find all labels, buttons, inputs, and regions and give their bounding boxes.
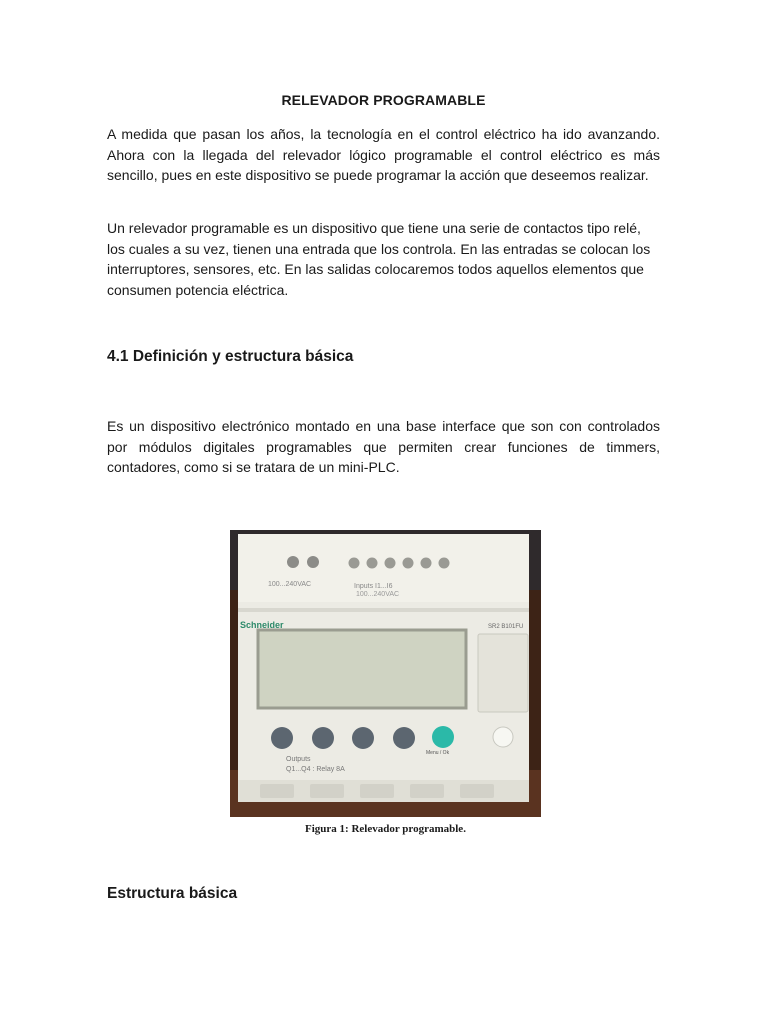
document-title: RELEVADOR PROGRAMABLE xyxy=(281,92,486,108)
paragraph-description: Es un dispositivo electrónico montado en una base interface que son con controlados por módulos digitales programables que permiten crear funciones de timmers, contadores, como si se tratara de un mini-PLC. xyxy=(107,418,660,475)
lcd-screen xyxy=(258,630,466,708)
paragraph-intro: A medida que pasan los años, la tecnología en el control eléctrico ha ido avanzando. Ahora con la llegada del relevador lógico programable el control eléctrico es más sencillo, pues en este dispositivo se puede programar la acción que deseemos realizar. xyxy=(107,126,660,183)
inputs-voltage-label: 100...240VAC xyxy=(356,591,400,598)
bottom-terminals xyxy=(238,780,529,802)
subsection-heading: Estructura básica xyxy=(107,885,238,902)
section-heading: 4.1 Definición y estructura básica xyxy=(107,348,354,365)
power-label: 100...240VAC xyxy=(268,581,312,588)
outputs-label: Outputs xyxy=(286,756,311,763)
figure-caption: Figura 1: Relevador programable. xyxy=(305,823,466,835)
side-cover xyxy=(478,634,528,712)
relay-device-photo xyxy=(230,530,541,817)
model-label: SR2 B101FU xyxy=(488,624,524,630)
relay-label: Q1...Q4 : Relay 8A xyxy=(286,766,345,773)
brand-label: Schneider xyxy=(240,620,284,630)
inputs-label: Inputs I1...I6 xyxy=(354,583,393,590)
menu-ok-label: Menu / Ok xyxy=(426,750,450,756)
paragraph-definition: Un relevador programable es un dispositivo que tiene una serie de contactos tipo relé, los cuales a su vez, tienen una entrada que los controla. En las entradas se colocan los interruptores, sensores, etc. En las salidas colocaremos todos aquellos elementos que consumen potencia eléctrica. xyxy=(107,220,651,298)
